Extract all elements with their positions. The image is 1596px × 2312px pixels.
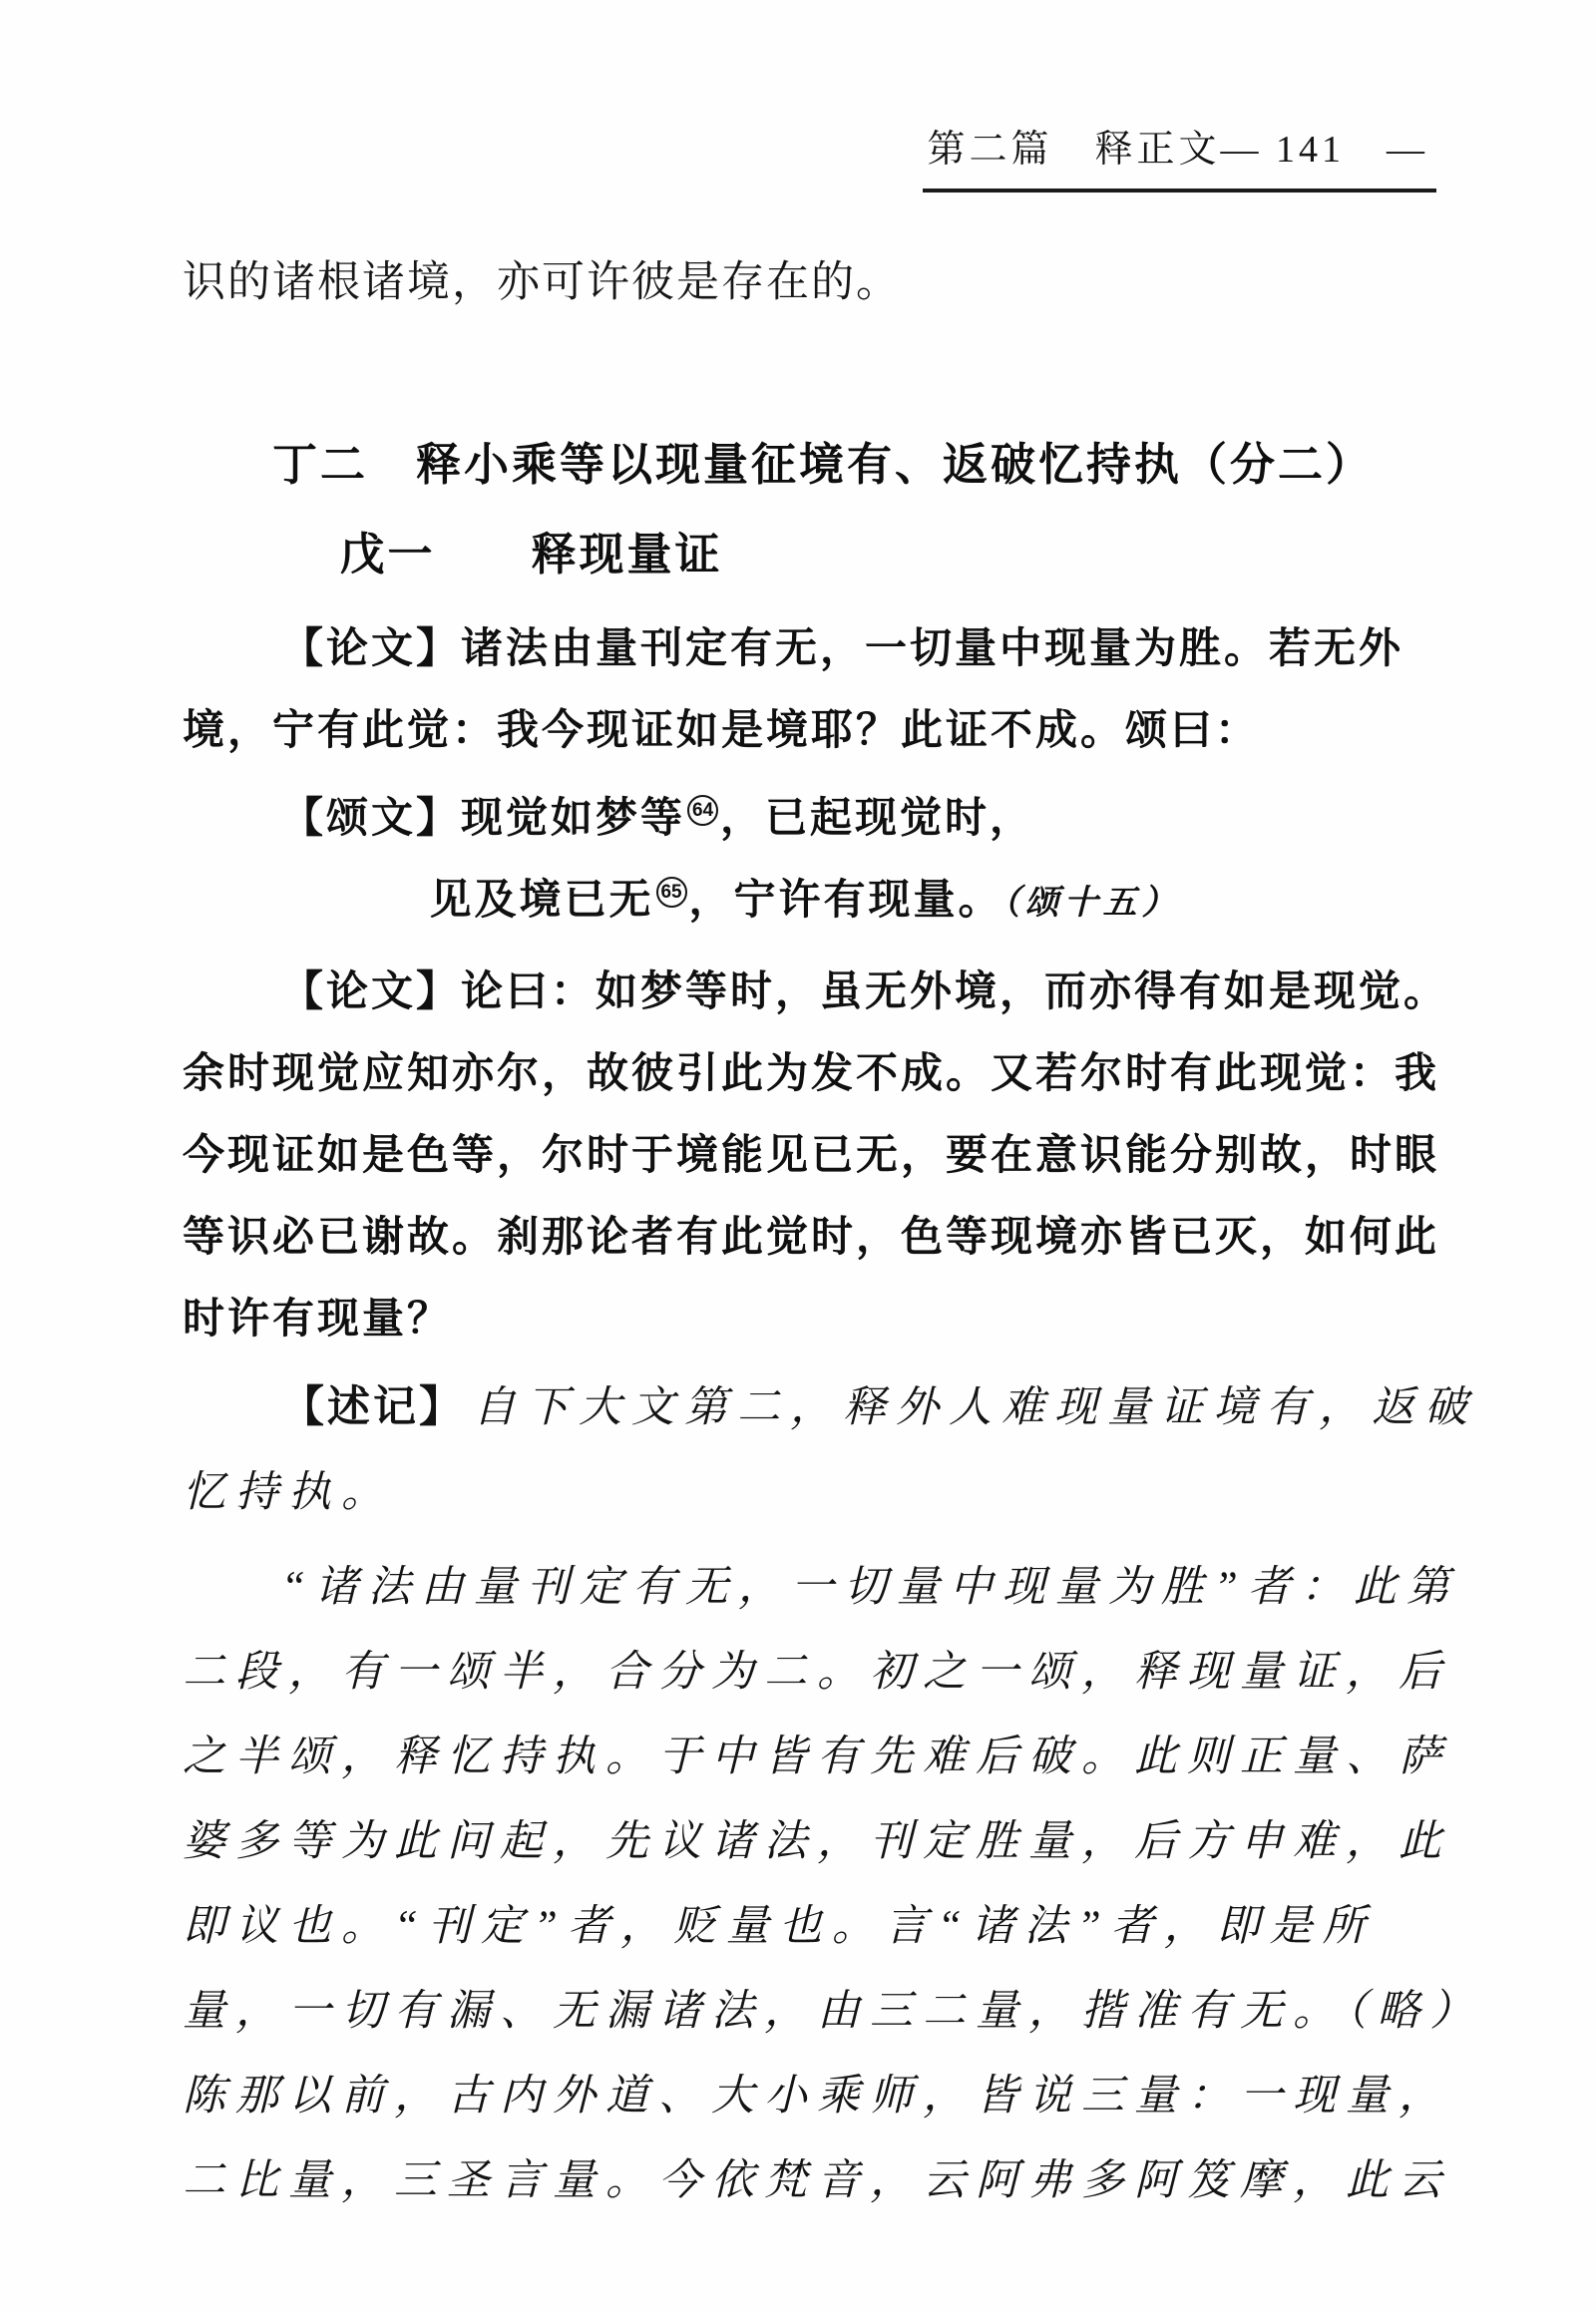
section-label: 【述记】 xyxy=(281,1383,465,1431)
section-label: 【论文】 xyxy=(281,624,462,671)
lunwen-block xyxy=(183,607,1466,771)
heading-block xyxy=(183,510,1466,599)
footnote-ref: 65 xyxy=(656,877,687,908)
text-line: 陈那以前，古内外道、大小乘师，皆说三量：一现量， xyxy=(183,2073,1451,2119)
shuji-block xyxy=(183,1365,1477,1535)
text-line: 境，宁有此觉：我今现证如是境耶？此证不成。颂曰： xyxy=(183,706,1261,753)
text-line: 【述记】 自下大文第二，释外人难现量证境有，返破 xyxy=(281,1383,1477,1431)
text-line: 二比量，三圣言量。今依梵音，云阿弗多阿笈摩，此云 xyxy=(183,2157,1451,2204)
text-line: 即议也。“刊定”者，贬量也。言“诸法”者，即是所 xyxy=(183,1903,1376,1950)
text-line: 【论文】论曰：如梦等时，虽无外境，而亦得有如是现觉。 xyxy=(281,967,1449,1014)
text-line: 之半颂，释忆持执。于中皆有先难后破。此则正量、萨 xyxy=(183,1734,1451,1780)
section-label: 【论文】 xyxy=(281,967,462,1014)
text-line: “诸法由量刊定有无，一切量中现量为胜”者：此第 xyxy=(281,1564,1459,1611)
running-header xyxy=(923,118,1436,193)
text-line: 二段，有一颂半，合分为二。初之一颂，释现量证，后 xyxy=(183,1649,1451,1696)
lunwen-block xyxy=(183,951,1466,1359)
text-line: 婆多等为此问起，先议诸法，刊定胜量，后方申难，此 xyxy=(183,1818,1451,1865)
text-line: 余时现觉应知亦尔，故彼引此为发不成。又若尔时有此现觉：我 xyxy=(183,1049,1440,1096)
text-line: 【论文】诸法由量刊定有无，一切量中现量为胜。若无外 xyxy=(281,624,1404,671)
text-line: 戊一 释现量证 xyxy=(339,529,723,579)
text-line: 等识必已谢故。刹那论者有此觉时，色等现境亦皆已灭，如何此 xyxy=(183,1213,1440,1260)
text-line: 识的诸根诸境，亦可许彼是存在的。 xyxy=(183,259,901,306)
text-line: 量，一切有漏、无漏诸法，由三二量，揩准有无。（略） xyxy=(183,1988,1483,2035)
text-line: 丁二 释小乘等以现量征境有、返破忆持执（分二） xyxy=(272,439,1375,490)
text-line: 时许有现量？ xyxy=(183,1295,453,1342)
heading-block xyxy=(183,420,1466,510)
verse-number-note: （颂十五） xyxy=(1002,885,1181,922)
body-song-block xyxy=(183,242,1466,324)
footnote-ref: 64 xyxy=(687,795,718,826)
shuji-block xyxy=(183,1545,1483,2223)
text-line: 见及境已无 65 ，宁许有现量。（颂十五） xyxy=(429,876,1181,923)
text-line: 【颂文】现觉如梦等 64 ，已起现觉时， xyxy=(281,794,1035,841)
text-line: 今现证如是色等，尔时于境能见已无，要在意识能分别故，时眼 xyxy=(183,1131,1440,1178)
page-content xyxy=(183,242,1483,2233)
songwen-block xyxy=(183,777,1466,945)
text-line: 忆持执。 xyxy=(183,1469,394,1516)
section-label: 【颂文】 xyxy=(281,794,462,841)
running-header-text: 第二篇 释正文— 141 — xyxy=(927,129,1428,171)
